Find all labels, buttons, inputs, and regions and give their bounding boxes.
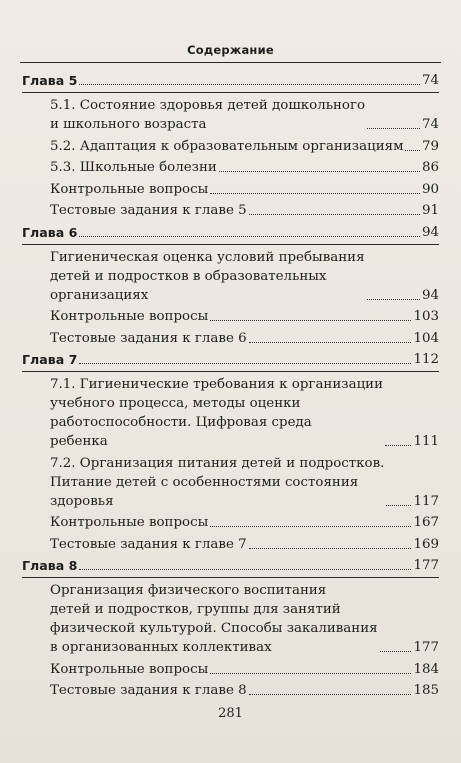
entry-title: Гигиеническая оценка условий пребывания детей и подростков в образовательных организациях <box>50 249 365 303</box>
entry-page: 79 <box>421 138 439 154</box>
chapter-page: 112 <box>413 352 439 367</box>
dot-leader <box>367 128 420 129</box>
entry-title: Контрольные вопросы <box>50 515 209 530</box>
dot-leader <box>210 526 411 527</box>
entry-page: 169 <box>413 536 439 552</box>
dot-leader <box>380 651 412 652</box>
entry-title: Организация физического воспитания детей и подростков, группы для занятий физической культурой. Способы закаливания в организованных коллективах <box>50 583 378 655</box>
dot-leader <box>249 548 412 549</box>
toc-entry[interactable] <box>22 158 439 177</box>
entry-page: 167 <box>413 515 439 530</box>
toc-entry[interactable] <box>22 375 439 451</box>
chapter-rule <box>22 577 439 578</box>
entry-title: 7.1. Гигиенические требования к организации учебного процесса, методы оценки работоспособности. Цифровая среда ребенка <box>50 377 384 449</box>
dot-leader <box>210 673 411 674</box>
toc-entry[interactable] <box>22 96 439 134</box>
dot-leader <box>249 214 420 215</box>
dot-leader <box>249 342 412 343</box>
entry-title: 7.2. Организация питания детей и подростков. Питание детей с особенностями состояния здоровья <box>50 455 385 509</box>
dot-leader <box>386 505 411 506</box>
chapter-title: Глава 5 <box>22 73 78 88</box>
toc-chapter-5[interactable] <box>22 71 439 92</box>
chapter-page: 74 <box>421 73 439 88</box>
entry-page: 90 <box>421 181 439 197</box>
chapter-page: 177 <box>413 558 439 573</box>
toc-entry[interactable] <box>22 660 439 679</box>
toc-entry[interactable] <box>22 681 439 700</box>
entry-page: 184 <box>413 661 439 677</box>
entry-page: 94 <box>421 287 439 303</box>
entry-page: 74 <box>421 117 439 132</box>
dot-leader <box>219 171 420 172</box>
chapter-rule <box>22 244 439 245</box>
entry-title: Тестовые задания к главе 7 <box>50 536 247 552</box>
toc-entry[interactable] <box>22 329 439 348</box>
dot-leader <box>367 299 420 300</box>
chapter-rule <box>22 371 439 372</box>
running-head: Содержание <box>187 43 274 57</box>
toc-entry[interactable] <box>22 307 439 326</box>
entry-page: 104 <box>413 330 439 346</box>
dot-leader <box>210 320 411 321</box>
toc-entry[interactable] <box>22 513 439 532</box>
entry-page: 86 <box>421 160 439 175</box>
dot-leader <box>79 363 411 364</box>
entry-title: Контрольные вопросы <box>50 181 209 197</box>
page-number: 281 <box>218 706 243 721</box>
chapter-page: 94 <box>421 224 439 240</box>
entry-title: Контрольные вопросы <box>50 309 209 324</box>
entry-page: 177 <box>413 640 439 655</box>
entry-page: 111 <box>413 434 439 449</box>
entry-title: Тестовые задания к главе 6 <box>50 330 247 346</box>
toc-chapter-8[interactable] <box>22 556 439 577</box>
entry-title: Тестовые задания к главе 5 <box>50 203 247 218</box>
toc-entry[interactable] <box>22 180 439 199</box>
toc-chapter-7[interactable] <box>22 350 439 371</box>
entry-page: 91 <box>421 203 439 218</box>
entry-title: Тестовые задания к главе 8 <box>50 683 247 698</box>
toc-entry[interactable] <box>22 201 439 220</box>
chapter-title: Глава 8 <box>22 558 78 573</box>
table-of-contents <box>22 71 439 703</box>
entry-page: 185 <box>413 683 439 698</box>
chapter-title: Глава 7 <box>22 352 78 367</box>
dot-leader <box>79 236 420 237</box>
dot-leader <box>79 84 420 85</box>
chapter-title: Глава 6 <box>22 224 78 240</box>
entry-title: 5.1. Состояние здоровья детей дошкольного и школьного возраста <box>50 98 366 132</box>
toc-entry[interactable] <box>22 535 439 554</box>
toc-entry[interactable] <box>22 454 439 511</box>
dot-leader <box>79 569 411 570</box>
dot-leader <box>210 193 420 194</box>
dot-leader <box>249 694 412 695</box>
entry-page: 103 <box>413 309 439 324</box>
chapter-rule <box>22 92 439 93</box>
entry-title: 5.2. Адаптация к образовательным организациям <box>50 138 404 154</box>
toc-chapter-6[interactable] <box>22 223 439 244</box>
header-rule <box>20 62 441 63</box>
toc-entry[interactable] <box>22 248 439 305</box>
toc-entry[interactable] <box>22 137 439 156</box>
dot-leader <box>405 150 419 151</box>
entry-page: 117 <box>413 493 439 509</box>
entry-title: Контрольные вопросы <box>50 661 209 677</box>
entry-title: 5.3. Школьные болезни <box>50 160 217 175</box>
dot-leader <box>385 445 411 446</box>
toc-entry[interactable] <box>22 581 439 657</box>
